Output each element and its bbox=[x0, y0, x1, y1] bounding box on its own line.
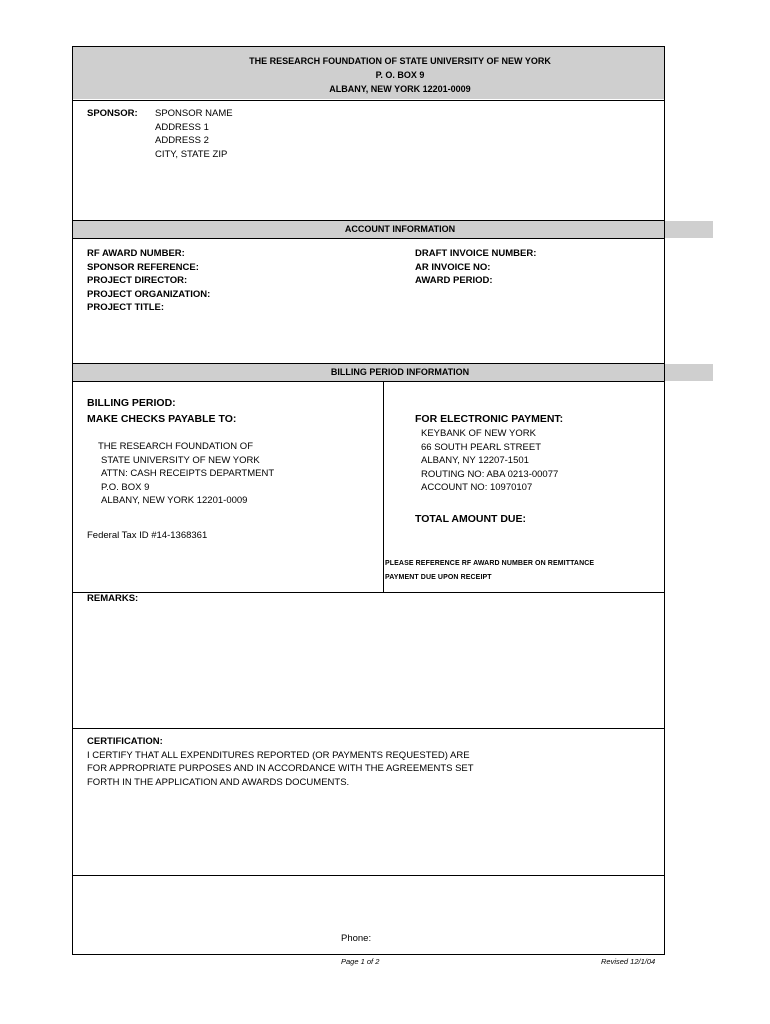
billing-period-label: BILLING PERIOD: bbox=[87, 397, 176, 409]
remarks-divider bbox=[72, 728, 665, 729]
header-block bbox=[72, 54, 728, 96]
sponsor-address-1: ADDRESS 1 bbox=[155, 121, 209, 133]
remittance-notice: PLEASE REFERENCE RF AWARD NUMBER ON REMITTANCE bbox=[385, 560, 595, 567]
header-org-name: THE RESEARCH FOUNDATION OF STATE UNIVERSITY OF NEW YORK bbox=[249, 56, 551, 66]
payable-line-4: P.O. BOX 9 bbox=[101, 481, 150, 493]
sponsor-label: SPONSOR: bbox=[87, 108, 138, 119]
federal-tax-id: Federal Tax ID #14-1368361 bbox=[87, 530, 208, 541]
bank-name: KEYBANK OF NEW YORK bbox=[421, 428, 536, 439]
bank-street: 66 SOUTH PEARL STREET bbox=[421, 441, 542, 453]
certification-line-1: I CERTIFY THAT ALL EXPENDITURES REPORTED (OR PAYMENTS REQUESTED) ARE bbox=[87, 749, 470, 761]
account-right-labels bbox=[415, 247, 536, 288]
sponsor-divider bbox=[72, 220, 665, 221]
payment-due-notice: PAYMENT DUE UPON RECEIPT bbox=[385, 574, 492, 581]
frame-left bbox=[72, 46, 73, 954]
frame-top bbox=[72, 46, 665, 47]
project-organization-label: PROJECT ORGANIZATION: bbox=[87, 288, 211, 300]
billing-title-divider bbox=[72, 381, 665, 382]
sponsor-name: SPONSOR NAME bbox=[155, 108, 233, 119]
certification-divider bbox=[72, 875, 665, 876]
certification-label: CERTIFICATION: bbox=[87, 736, 163, 747]
certification-line-3: FORTH IN THE APPLICATION AND AWARDS DOCUMENTS. bbox=[87, 776, 350, 788]
payable-address bbox=[98, 440, 274, 508]
certification-line-2: FOR APPROPRIATE PURPOSES AND IN ACCORDANCE WITH THE AGREEMENTS SET bbox=[87, 763, 474, 774]
account-title-divider bbox=[72, 238, 665, 239]
revised-date: Revised 12/1/04 bbox=[601, 957, 656, 966]
electronic-payment-label: FOR ELECTRONIC PAYMENT: bbox=[415, 413, 564, 425]
make-checks-payable-label: MAKE CHECKS PAYABLE TO: bbox=[87, 413, 237, 425]
electronic-payment-details bbox=[421, 427, 558, 495]
total-amount-due-label: TOTAL AMOUNT DUE: bbox=[415, 513, 527, 525]
project-title-label: PROJECT TITLE: bbox=[87, 302, 165, 313]
header-city: ALBANY, NEW YORK 12201-0009 bbox=[329, 84, 471, 94]
routing-number: ROUTING NO: ABA 0213-00077 bbox=[421, 468, 559, 480]
account-number: ACCOUNT NO: 10970107 bbox=[421, 482, 533, 493]
ar-invoice-no-label: AR INVOICE NO: bbox=[415, 261, 491, 273]
billing-column-divider bbox=[383, 381, 384, 592]
payable-line-1: THE RESEARCH FOUNDATION OF bbox=[98, 441, 253, 452]
frame-bottom bbox=[72, 954, 665, 955]
certification-block bbox=[87, 735, 474, 789]
sponsor-address bbox=[155, 107, 233, 161]
rf-award-number-label: RF AWARD NUMBER: bbox=[87, 248, 185, 259]
account-section-title: ACCOUNT INFORMATION bbox=[344, 224, 456, 234]
remarks-label: REMARKS: bbox=[87, 593, 139, 604]
sponsor-city-state-zip: CITY, STATE ZIP bbox=[155, 148, 228, 160]
payable-line-3: ATTN: CASH RECEIPTS DEPARTMENT bbox=[101, 468, 275, 479]
header-divider bbox=[72, 100, 665, 101]
billing-divider bbox=[72, 592, 665, 593]
award-period-label: AWARD PERIOD: bbox=[415, 275, 493, 286]
payable-line-2: STATE UNIVERSITY OF NEW YORK bbox=[101, 454, 260, 466]
account-divider bbox=[72, 363, 665, 364]
sponsor-address-2: ADDRESS 2 bbox=[155, 135, 209, 146]
sponsor-reference-label: SPONSOR REFERENCE: bbox=[87, 261, 199, 273]
payable-line-5: ALBANY, NEW YORK 12201-0009 bbox=[101, 495, 248, 506]
billing-section-title: BILLING PERIOD INFORMATION bbox=[330, 367, 470, 377]
project-director-label: PROJECT DIRECTOR: bbox=[87, 275, 188, 286]
draft-invoice-number-label: DRAFT INVOICE NUMBER: bbox=[415, 248, 537, 259]
phone-label: Phone: bbox=[341, 933, 372, 944]
header-po-box: P. O. BOX 9 bbox=[375, 70, 425, 80]
frame-right bbox=[664, 46, 665, 954]
bank-city: ALBANY, NY 12207-1501 bbox=[421, 455, 529, 466]
account-left-labels bbox=[87, 247, 210, 315]
page-number: Page 1 of 2 bbox=[341, 957, 380, 966]
